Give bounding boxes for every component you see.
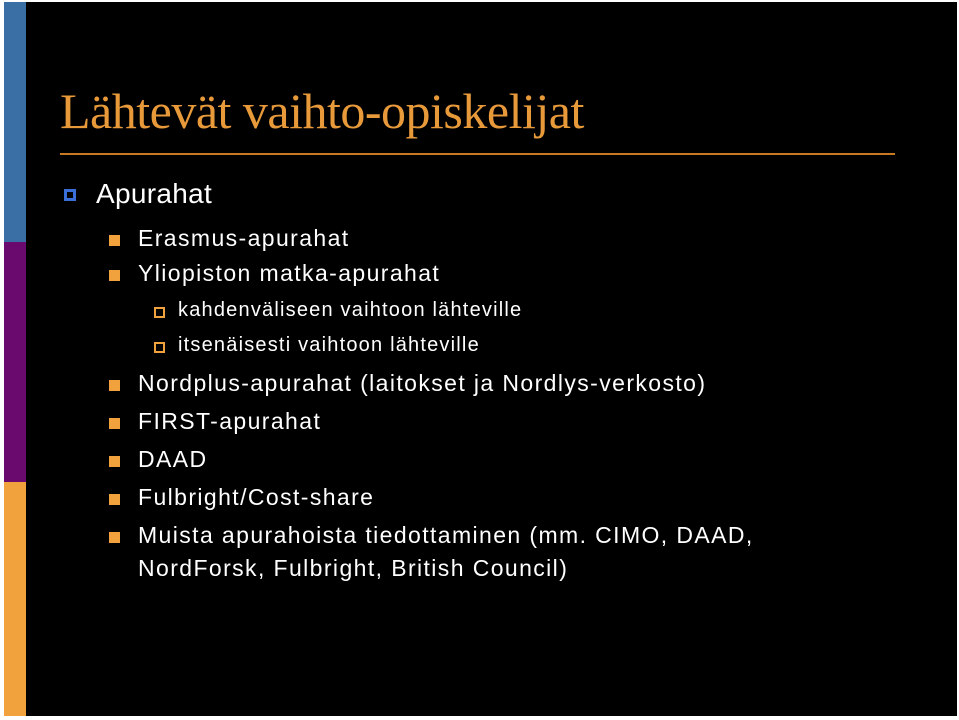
- bullet-fulbright: Fulbright/Cost-share: [138, 484, 375, 510]
- bullet-kahdenvaliseen: kahdenväliseen vaihtoon lähteville: [178, 299, 523, 321]
- square-bullet-icon: [109, 270, 120, 281]
- square-bullet-icon: [109, 532, 120, 543]
- hollow-square-bullet-icon: [64, 189, 76, 201]
- title-underline: [60, 153, 895, 155]
- hollow-square-bullet-icon: [154, 342, 165, 353]
- square-bullet-icon: [109, 235, 120, 246]
- sidebar-stripe-orange: [4, 482, 26, 716]
- bullet-nordplus: Nordplus-apurahat (laitokset ja Nordlys-verkosto): [138, 370, 707, 396]
- bullet-daad: DAAD: [138, 446, 208, 472]
- square-bullet-icon: [109, 456, 120, 467]
- bullet-erasmus: Erasmus-apurahat: [138, 225, 350, 251]
- sidebar-stripe-blue: [4, 2, 26, 242]
- bullet-muista-line2: NordForsk, Fulbright, British Council): [138, 555, 569, 581]
- bullet-yliopiston: Yliopiston matka-apurahat: [138, 260, 441, 286]
- sidebar-stripe-purple: [4, 242, 26, 482]
- bullet-apurahat: Apurahat: [96, 178, 213, 209]
- square-bullet-icon: [109, 418, 120, 429]
- square-bullet-icon: [109, 494, 120, 505]
- bullet-first: FIRST-apurahat: [138, 408, 322, 434]
- slide-content: [26, 2, 957, 716]
- hollow-square-bullet-icon: [154, 307, 165, 318]
- bullet-itsenaisesti: itsenäisesti vaihtoon lähteville: [178, 334, 480, 356]
- square-bullet-icon: [109, 380, 120, 391]
- slide-title: Lähtevät vaihto-opiskelijat: [60, 83, 584, 139]
- bullet-muista-line1: Muista apurahoista tiedottaminen (mm. CIMO, DAAD,: [138, 522, 754, 548]
